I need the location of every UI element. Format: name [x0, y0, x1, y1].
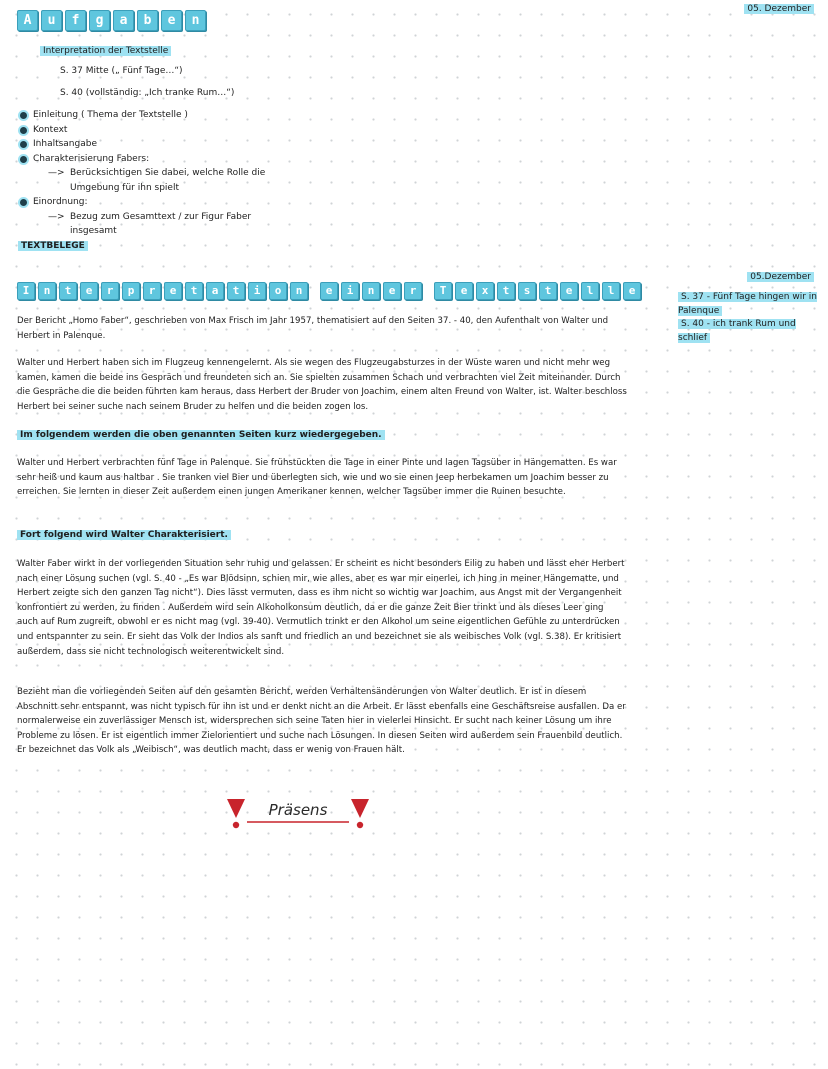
side-date-text: 05.Dezember	[747, 272, 814, 282]
banner-label: Präsens	[268, 801, 328, 819]
list-item-text: Charakterisierung Fabers:	[33, 153, 150, 164]
page-ref-1: S. 37 Mitte („ Fünf Tage…“)	[60, 66, 183, 76]
paragraph-classification: Bezieht man die vorliegenden Seiten auf den gesamten Bericht, werden Verhaltensänderungen von Walter deutlich. Er ist in diesem Abschnitt sehr entspannt, was nicht typisch für ihn ist und er denkt nicht an die Arbeit. Er lässt ebenfalls eine Geschäftsreise ausfallen. Da er normalerweise ein zuverlässiger Mensch ist, widersprechen sich seine Taten hier in vielerlei Hinsicht. Er sucht nach keiner Lösung um ihre Probleme zu lösen. Er ist eigentlich immer Zielorientiert und suche nach Lösungen. In diesen Seiten wird außerdem sein Frauenbild deutlich. Er bezeichnet das Volk als „Weibisch“, was deutlich macht, dass er wenig von Frauen hält.	[17, 687, 626, 756]
side-note-2	[678, 318, 828, 345]
bullet-icon	[18, 110, 29, 121]
list-item-text: Kontext	[33, 124, 68, 135]
top-date-text: 05. Dezember	[744, 4, 814, 14]
title-letter: T	[434, 282, 452, 300]
heading-characterization-text: Fort folgend wird Walter Charakterisiert.	[17, 530, 231, 540]
sub-text: Bezug zum Gesamttext / zur Figur Faber	[70, 211, 252, 222]
title-letter: t	[227, 282, 245, 300]
side-note-2-text: S. 40 - ich trank Rum und schlief	[678, 319, 796, 343]
sub-text: Umgebung für ihn spielt	[70, 182, 179, 193]
title-letter: n	[38, 282, 56, 300]
arrow-icon: —>	[48, 211, 65, 222]
title-letter: I	[17, 282, 35, 300]
title-letter: s	[518, 282, 536, 300]
task-heading	[40, 44, 171, 58]
title-letter: t	[59, 282, 77, 300]
arrow-icon: —>	[48, 168, 65, 178]
title-letter: e	[455, 282, 473, 300]
paragraph-background: Walter und Herbert haben sich im Flugzeug kennengelernt. Als sie wegen des Flugzeugabsturzes in der Wüste waren und nicht mehr weg kamen, kamen die beide ins Gespräch und freundeten sich an. Sie spielten zusammen Schach und verbrachten viel Zeit miteinander. Durch die Gespräche die die beiden führten kam heraus, dass Herbert der Bruder von Joachim, einem alten Freund von Walter, ist. Walter beschloss Herbert bei seiner suche nach seinem Bruder zu helfen und die beiden zogen los.	[17, 358, 627, 412]
title-letter: e	[161, 10, 182, 31]
bullet-icon	[18, 154, 29, 165]
sub-text: insgesamt	[70, 226, 117, 236]
title-letter: i	[248, 282, 266, 300]
aufgaben-title	[17, 10, 206, 31]
page-ref-2: S. 40 (vollständig: „Ich tranke Rum…“)	[60, 88, 235, 98]
title-letter: t	[539, 282, 557, 300]
title-letter: g	[89, 10, 110, 31]
title-letter: p	[122, 282, 140, 300]
bullet-icon	[18, 139, 29, 150]
list-item	[18, 195, 318, 210]
title-letter: n	[185, 10, 206, 31]
heading-summary-text: Im folgendem werden die oben genannten Seiten kurz wiedergegeben.	[17, 430, 385, 440]
list-item	[18, 137, 318, 152]
paragraph-summary: Walter und Herbert verbrachten fünf Tage in Palenque. Sie frühstückten die Tage in einer Pinte und lagen Tagsüber in Hängematten. Es war sehr heiß und kaum aus haltbar . Sie tranken viel Bier und überlegten sich, wie und wo sie einen Jeep herbekamen um Joachim besser zu erreichen. Sie lernten in dieser Zeit außerdem einen jungen Amerikaner kennen, welcher Tagsüber immer die Ruinen besuchte.	[17, 458, 617, 498]
main-title	[17, 282, 641, 300]
list-item-text: Einordnung:	[33, 197, 88, 207]
title-letter: n	[290, 282, 308, 300]
title-letter: e	[164, 282, 182, 300]
list-item	[18, 152, 318, 167]
title-letter: a	[113, 10, 134, 31]
sub-text: Berücksichtigen Sie dabei, welche Rolle die	[70, 168, 266, 178]
sub-item	[18, 210, 318, 239]
heading-characterization	[17, 528, 627, 543]
title-letter: n	[362, 282, 380, 300]
title-letter: e	[560, 282, 578, 300]
title-letter: b	[137, 10, 158, 31]
top-date	[744, 2, 814, 16]
sub-item	[18, 166, 318, 195]
title-letter: r	[143, 282, 161, 300]
title-letter: l	[581, 282, 599, 300]
title-letter: o	[269, 282, 287, 300]
side-note-1-text: S. 37 - Fünf Tage hingen wir in Palenque	[678, 292, 817, 316]
title-letter: x	[476, 282, 494, 300]
title-letter: r	[404, 282, 422, 300]
task-list	[18, 108, 318, 253]
title-letter: r	[101, 282, 119, 300]
title-letter: t	[497, 282, 515, 300]
title-letter: e	[623, 282, 641, 300]
title-letter: l	[602, 282, 620, 300]
title-letter: e	[80, 282, 98, 300]
side-date	[747, 270, 814, 284]
textbelege-label	[18, 239, 318, 254]
list-item-text: Einleitung ( Thema der Textstelle )	[33, 110, 188, 120]
paragraph-characterization: Walter Faber wirkt in der vorliegenden Situation sehr ruhig und gelassen. Er scheint es nicht besonders Eilig zu haben und lässt eher Herbert nach einer Lösung suchen (vgl. S. 40 - „Es war Blödsinn, schien mir, wie alles, aber es war mir einerlei, ich hing in meiner Hängematte, und Herbert zeigte sich den ganzen Tag nicht“). Dies lässt vermuten, dass es ihm nicht so wichtig war Joachim, aus Angst mit der Vergangenheit konfrontiert zu werden, zu finden . Außerdem wird sein Alkoholkonsum deutlich, da er die ganze Zeit Bier trinkt und als dieses Leer ging auch auf Rum zugreift, obwohl er es nicht mag (vgl. 39-40). Vermutlich trinkt er den Alkohol um seine eigentlichen Gefühle zu unterdrücken und entspannter zu sein. Er sieht das Volk der Indios als sanft und friedlich an und bezeichnet sie als weibisches Volk (vgl. S.38). Er kritisiert außerdem, dass sie nicht technologisch weiterentwickelt sind.	[17, 559, 625, 657]
title-letter: f	[65, 10, 86, 31]
title-letter: A	[17, 10, 38, 31]
paragraph-intro: Der Bericht „Homo Faber“, geschrieben von Max Frisch im Jahr 1957, thematisiert auf den Seiten 37. - 40, den Aufenthalt von Walter und Herbert in Palenque.	[17, 316, 609, 341]
praesens-banner	[225, 796, 375, 836]
title-letter: u	[41, 10, 62, 31]
title-letter: e	[320, 282, 338, 300]
title-letter: t	[185, 282, 203, 300]
side-note-1	[678, 291, 828, 318]
title-letter: a	[206, 282, 224, 300]
list-item	[18, 123, 318, 138]
list-item	[18, 108, 318, 123]
textbelege-text: TEXTBELEGE	[18, 241, 88, 251]
title-letter: e	[383, 282, 401, 300]
task-heading-text: Interpretation der Textstelle	[40, 46, 171, 56]
list-item-text: Inhaltsangabe	[33, 139, 97, 149]
heading-summary	[17, 428, 627, 443]
bullet-icon	[18, 197, 29, 208]
bullet-icon	[18, 125, 29, 136]
title-letter: i	[341, 282, 359, 300]
